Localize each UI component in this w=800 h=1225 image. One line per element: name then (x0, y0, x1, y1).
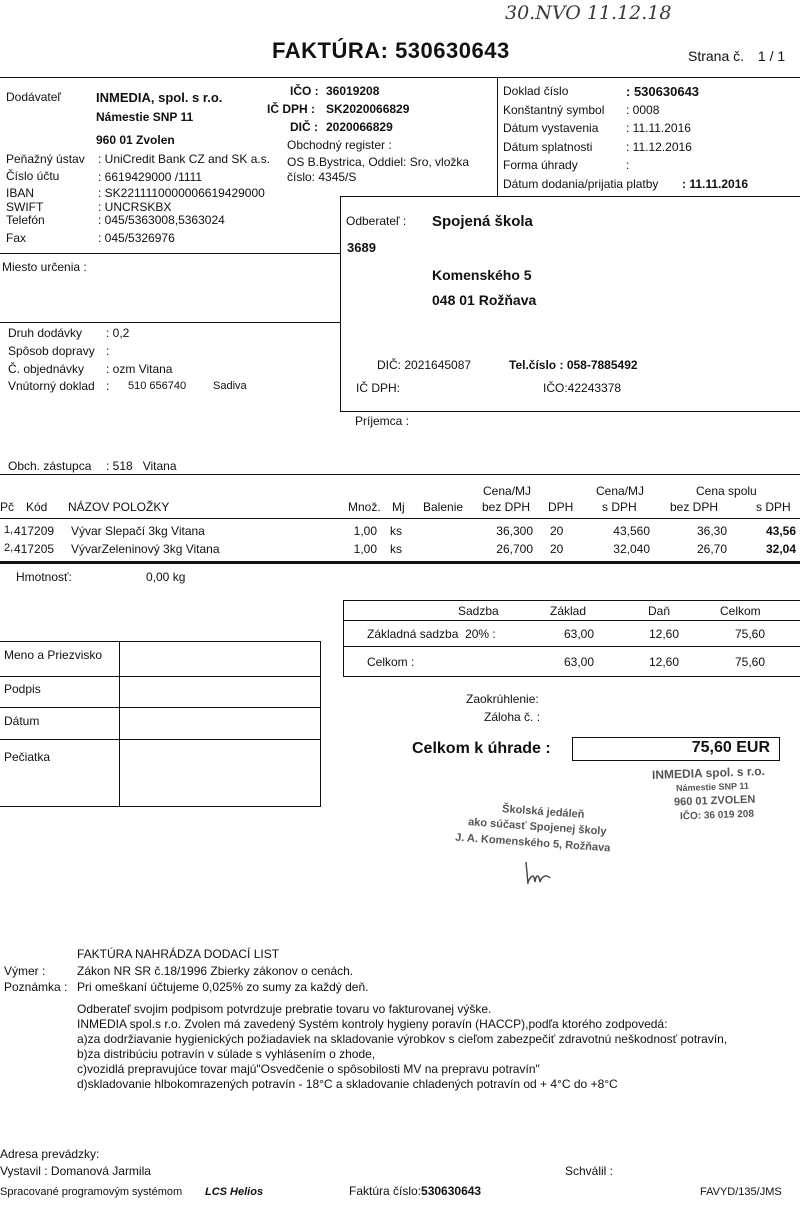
signature-col-divider (119, 641, 120, 807)
customer-dic: DIČ: 2021645087 (377, 358, 472, 372)
sign-date-label: Dátum (4, 714, 40, 728)
vat-total-tax: 12,60 (649, 655, 680, 669)
supplier-ico-label: IČO : (290, 84, 319, 98)
footer-para3: a)za dodržiavanie hygienických požiadaviek na skladovanie výrobkov s cieľom zabezpečiť zdravotnú neškodnosť potravín, (77, 1032, 728, 1046)
customer-label: Odberateľ : (346, 214, 407, 228)
supplier-ico: 36019208 (326, 84, 380, 98)
footer-para6: d)skladovanie hlbokomrazených potravín - 18°C a skladovanie chladených potravín od + 4°C do +8°C (77, 1077, 618, 1091)
vat-header-rule (343, 620, 800, 621)
invoice-title-number: 530630643 (395, 38, 510, 63)
supplier-stamp-line2: Námestie SNP 11 (675, 780, 750, 794)
bank-label: Peňažný ústav (6, 152, 85, 166)
delivery-date: : 11.11.2016 (682, 177, 749, 191)
agent-label: Obch. zástupca (8, 459, 92, 473)
vat-row-label: Základná sadzba 20% : (367, 627, 496, 641)
customer-stamp-line3: J. A. Komenského 5, Rožňava (454, 831, 611, 855)
destination-label: Miesto určenia : (2, 260, 87, 274)
supplier-stamp-line4: IČO: 36 019 208 (679, 808, 755, 823)
customer-ico: IČO:42243378 (543, 381, 622, 395)
item-cell-mnoz: 1,00 (353, 542, 377, 556)
item-cell-cena-s: 43,560 (613, 524, 650, 538)
customer-code: 3689 (347, 240, 376, 255)
total-due-value: 75,60 EUR (691, 739, 770, 756)
vat-total-base: 63,00 (564, 655, 595, 669)
vat-total-label: Celkom : (367, 655, 415, 669)
invoice-title (272, 38, 510, 64)
handwritten-note: 30.NVO 11.12.18 (505, 2, 672, 24)
vymer-text: Zákon NR SR č.18/1996 Zbierky zákonov o cenách. (77, 964, 354, 978)
note-text: Pri omeškaní účtujeme 0,025% zo sumy za každý deň. (77, 980, 369, 994)
customer-phone: Tel.číslo : 058-7885492 (509, 358, 638, 372)
delivery-type-label: Druh dodávky (8, 326, 83, 340)
internal-doc: 510 656740 (128, 380, 187, 392)
customer-icdph: IČ DPH: (356, 381, 401, 395)
vat-head-total: Celkom (720, 604, 761, 618)
account-value: : 6619429000 /1111 (98, 170, 203, 184)
deposit-label: Záloha č. : (484, 710, 541, 724)
col-cena-bez-1: Cena/MJ (483, 484, 532, 498)
customer-street: Komenského 5 (432, 267, 532, 283)
phone-label: Telefón (6, 213, 45, 227)
replaces-note: FAKTÚRA NAHRÁDZA DODACÍ LIST (77, 947, 280, 961)
delivery-type: : 0,2 (106, 326, 130, 340)
due-date: : 11.12.2016 (626, 140, 692, 154)
item-cell-spolu-bez: 36,30 (696, 524, 727, 538)
const-symbol-label: Konštantný symbol (503, 103, 605, 117)
vat-total-rule (343, 646, 800, 647)
page-value: 1 / 1 (757, 48, 786, 64)
payment: : (626, 158, 630, 172)
system-name: LCS Helios (205, 1186, 264, 1198)
const-symbol: : 0008 (626, 103, 660, 117)
weight-label: Hmotnosť: (16, 570, 72, 584)
rounding-label: Zaokrúhlenie: (466, 692, 539, 706)
internal-label: Vnútorný doklad (8, 379, 95, 393)
doc-info-divider (497, 78, 498, 196)
address-label: Adresa prevádzky: (0, 1147, 100, 1161)
item-cell-mj: ks (390, 524, 402, 538)
items-bottom-rule (0, 561, 800, 564)
issue-date-label: Dátum vystavenia (503, 121, 599, 135)
supplier-name: INMEDIA, spol. s r.o. (96, 90, 223, 105)
customer-stamp-line1: Školská jedáleň (501, 803, 585, 821)
col-pc: Pč (0, 500, 15, 514)
item-cell-nazov: Vývar Slepačí 3kg Vitana (71, 524, 205, 538)
recipient-label: Príjemca : (355, 414, 410, 428)
vat-head-base: Základ (550, 604, 587, 618)
footer-code: FAVYD/135/JMS (700, 1186, 782, 1198)
doc-number-label: Doklad číslo (503, 84, 569, 98)
swift-label: SWIFT (6, 200, 44, 214)
vat-total-total: 75,60 (735, 655, 766, 669)
item-cell-cena-s: 32,040 (613, 542, 650, 556)
due-date-label: Dátum splatnosti (503, 140, 593, 154)
vat-row-total: 75,60 (735, 627, 766, 641)
customer-box (340, 196, 800, 412)
order: : ozm Vitana (106, 362, 173, 376)
item-cell-mnoz: 1,00 (353, 524, 377, 538)
sign-name-label: Meno a Priezvisko (4, 648, 103, 662)
page-indicator (688, 48, 785, 64)
phone-value: : 045/5363008,5363024 (98, 213, 225, 227)
internal-sep: : (106, 379, 110, 393)
transport-label: Spôsob dopravy (8, 344, 95, 358)
handwritten-signature (522, 856, 554, 890)
vat-head-tax: Daň (648, 604, 671, 618)
internal-note: Sadiva (213, 380, 247, 392)
approved-label: Schválil : (565, 1164, 614, 1178)
weight-value: 0,00 kg (146, 570, 186, 584)
system-label: Spracované programovým systémom (0, 1186, 183, 1198)
col-mj: Mj (392, 500, 405, 514)
item-cell-spolu-s: 43,56 (765, 524, 796, 538)
sign-signature-label: Podpis (4, 682, 41, 696)
col-kod: Kód (26, 500, 48, 514)
col-mnoz: Množ. (348, 500, 381, 514)
item-cell-nazov: VývarZeleninový 3kg Vitana (71, 542, 220, 556)
swift-value: : UNCRSKBX (98, 200, 172, 214)
col-dph: DPH (548, 500, 574, 514)
iban-label: IBAN (6, 186, 35, 200)
supplier-street: Námestie SNP 11 (96, 110, 194, 124)
customer-stamp-line2: ako súčasť Spojenej školy (467, 816, 607, 838)
register-label: Obchodný register : (287, 138, 392, 152)
issue-date: : 11.11.2016 (626, 121, 691, 135)
bank-value: : UniCredit Bank CZ and SK a.s. (98, 152, 271, 166)
item-cell-dph: 20 (550, 542, 564, 556)
note-label: Poznámka : (4, 980, 68, 994)
item-cell-kod: 417205 (14, 542, 55, 556)
vymer-label: Výmer : (4, 964, 46, 978)
item-cell-dph: 20 (550, 524, 564, 538)
account-label: Číslo účtu (6, 169, 60, 183)
col-spolu-s: s DPH (756, 500, 791, 514)
col-spolu-title: Cena spolu (696, 484, 757, 498)
item-cell-kod: 417209 (14, 524, 55, 538)
footer-para5: c)vozidlá prepravujúce tovar majú"Osvedčenie o spôsobilosti MV na prepravu potravín" (77, 1062, 540, 1076)
signature-row3 (0, 739, 321, 740)
destination-top-rule (0, 253, 340, 254)
footer-invoice: Faktúra číslo:530630643 (349, 1184, 482, 1198)
supplier-city: 960 01 Zvolen (96, 133, 175, 147)
supplier-stamp-line3: 960 01 ZVOLEN (673, 793, 756, 809)
fax-label: Fax (6, 231, 27, 245)
footer-para2: INMEDIA spol.s r.o. Zvolen má zavedený Systém kontroly hygieny poravín (HACCP),podľa ktorého zodpovedá: (77, 1017, 668, 1031)
supplier-dic-label: DIČ : (290, 120, 319, 134)
col-balenie: Balenie (423, 500, 464, 514)
payment-label: Forma úhrady (503, 158, 578, 172)
item-cell-spolu-bez: 26,70 (696, 542, 727, 556)
item-cell-pc: 1, (4, 524, 14, 536)
item-cell-mj: ks (390, 542, 402, 556)
supplier-stamp-line1: INMEDIA spol. s r.o. (651, 764, 766, 782)
register-line1: OS B.Bystrica, Oddiel: Sro, vložka (287, 155, 470, 169)
vat-row-base: 63,00 (564, 627, 595, 641)
total-due-label: Celkom k úhrade : (412, 740, 551, 757)
col-cena-s-2: s DPH (602, 500, 637, 514)
vat-row-tax: 12,60 (649, 627, 680, 641)
supplier-dic: 2020066829 (326, 120, 393, 134)
signature-box (0, 641, 321, 807)
col-nazov: NÁZOV POLOŽKY (68, 500, 170, 514)
transport: : (106, 344, 110, 358)
supplier-label: Dodávateľ (6, 90, 61, 104)
supplier-icdph: SK2020066829 (326, 102, 410, 116)
items-header-rule (0, 518, 800, 519)
invoice-title-label: FAKTÚRA: (272, 38, 389, 63)
item-cell-cena-bez: 26,700 (496, 542, 533, 556)
signature-row1 (0, 676, 321, 677)
col-cena-bez-2: bez DPH (482, 500, 531, 514)
iban-value: : SK2211110000006619429000 (98, 186, 265, 200)
signature-row2 (0, 707, 321, 708)
item-cell-pc: 2, (4, 542, 14, 554)
header-rule (0, 77, 800, 78)
vat-head-rate: Sadzba (458, 604, 499, 618)
agent: : 518 Vitana (106, 459, 177, 473)
page-label: Strana č. (688, 48, 745, 64)
customer-name: Spojená škola (432, 213, 533, 230)
item-cell-spolu-s: 32,04 (765, 542, 796, 556)
supplier-icdph-label: IČ DPH : (267, 102, 316, 116)
col-cena-s-1: Cena/MJ (596, 484, 645, 498)
order-label: Č. objednávky (8, 362, 85, 376)
footer-para4: b)za distribúciu potravín v súlade s vyhlásením o zhode, (77, 1047, 376, 1061)
delivery-top-rule (0, 322, 340, 323)
items-top-rule (0, 474, 800, 475)
issued-by: Vystavil : Domanová Jarmila (0, 1164, 151, 1178)
fax-value: : 045/5326976 (98, 231, 175, 245)
delivery-date-label: Dátum dodania/prijatia platby (503, 177, 659, 191)
customer-city: 048 01 Rožňava (432, 292, 537, 308)
item-cell-cena-bez: 36,300 (496, 524, 533, 538)
sign-stamp-label: Pečiatka (4, 750, 51, 764)
doc-number: : 530630643 (626, 84, 700, 99)
col-spolu-bez: bez DPH (670, 500, 719, 514)
footer-para1: Odberateľ svojim podpisom potvrdzuje prebratie tovaru vo fakturovanej výške. (77, 1002, 492, 1016)
register-line2: číslo: 4345/S (287, 170, 357, 184)
